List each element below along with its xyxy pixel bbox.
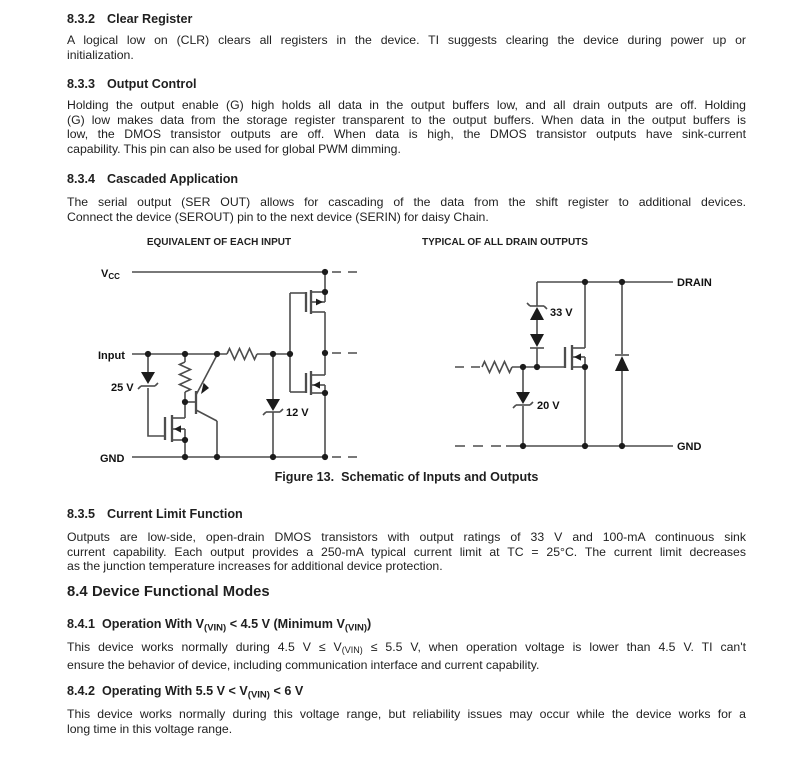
mosfet-pmos-top xyxy=(306,290,325,314)
zener-diode-33v xyxy=(527,303,547,320)
section-title: Device Functional Modes xyxy=(92,584,270,600)
text-line: current capability. Each output provides a 250-mA typical current limit at TC = 25°C. The current limit decreases xyxy=(67,544,746,559)
section-title: Operating With 5.5 V < V(VIN) < 6 V xyxy=(102,684,304,701)
paragraph-8-3-3 xyxy=(67,98,746,156)
label-gnd-right: GND xyxy=(677,441,702,453)
schematic-figure13 xyxy=(0,250,812,470)
text-line: Outputs are low-side, open-drain DMOS transistors with output ratings of 33 V and 100-mA continuous sink xyxy=(67,530,746,544)
section-number: 8.4 xyxy=(67,584,88,600)
section-heading-8-4-1 xyxy=(67,617,746,636)
text-line: ensure the behavior of device, including communication interface and current capability. xyxy=(67,657,540,672)
section-number: 8.3.5 xyxy=(67,507,96,521)
section-title: Clear Register xyxy=(107,12,193,26)
mosfet-nmos-bottom xyxy=(306,371,325,395)
text-line: initialization. xyxy=(67,47,134,62)
section-title: Operation With V(VIN) < 4.5 V (Minimum V(VIN)) xyxy=(102,617,372,634)
zener-diode-25v xyxy=(138,372,158,389)
section-title: Cascaded Application xyxy=(107,172,239,186)
paragraph-8-3-5 xyxy=(67,530,746,574)
text-line: capability. This pin can also be used for global PWM dimming. xyxy=(67,141,401,156)
text-line: as the junction temperature increases for additional device protection. xyxy=(67,559,443,573)
section-number: 8.4.1 xyxy=(67,617,96,631)
wires xyxy=(132,272,361,457)
mosfet-nmos-left xyxy=(165,415,185,442)
figure-right-header: TYPICAL OF ALL DRAIN OUTPUTS xyxy=(422,237,588,248)
label-25v: 25 V xyxy=(111,382,134,394)
paragraph-8-4-2 xyxy=(67,707,746,736)
bjt-pnp-symbol xyxy=(196,355,217,421)
section-number: 8.3.2 xyxy=(67,12,96,26)
section-number: 8.4.2 xyxy=(67,684,96,698)
input-equivalent-circuit xyxy=(98,268,361,465)
paragraph-8-3-2 xyxy=(67,33,746,62)
body-diode-symbol xyxy=(615,355,629,371)
resistor-vertical xyxy=(180,362,191,392)
section-number: 8.3.4 xyxy=(67,172,96,186)
resistor-gate-series xyxy=(482,362,512,373)
section-heading-8-3-2 xyxy=(67,12,746,26)
label-20v: 20 V xyxy=(537,400,560,412)
label-33v: 33 V xyxy=(550,307,573,319)
figure-left-header: EQUIVALENT OF EACH INPUT xyxy=(146,237,292,248)
section-heading-8-3-4 xyxy=(67,172,746,186)
section-number: 8.3.3 xyxy=(67,77,96,91)
section-heading-8-4-2 xyxy=(67,684,746,703)
section-title: Output Control xyxy=(107,77,197,91)
section-heading-8-4 xyxy=(67,584,746,600)
text-line: The serial output (SER OUT) allows for cascading of the data from the shift register to additional devices. xyxy=(67,195,746,209)
section-title: Current Limit Function xyxy=(107,507,243,521)
text-line: This device works normally during this voltage range, but reliability issues may occur while the device works for a xyxy=(67,707,746,721)
text-line: Holding the output enable (G) high holds all data in the output buffers low, and all drain outputs are off. Holding xyxy=(67,98,746,112)
text-line: (G) low makes data from the storage register transparent to the output buffers. When data in the output buffers is xyxy=(67,112,746,127)
resistor-input-series xyxy=(227,349,257,360)
text-line: This device works normally during 4.5 $V \le V_{(VIN)} \le 5.5$ V, when operation voltage is lower than 4.5 V. TI can't xyxy=(67,640,746,655)
section-heading-8-3-3 xyxy=(67,77,746,91)
label-vcc: VCC xyxy=(101,268,120,281)
section-heading-8-3-5 xyxy=(67,507,746,521)
zener-diode-20v xyxy=(513,392,533,408)
text-line: low, the DMOS transistor outputs are off. When data is high, the DMOS transistor outputs have sink-current xyxy=(67,127,746,141)
zener-diode-12v xyxy=(263,399,283,415)
paragraph-8-4-1 xyxy=(67,640,746,672)
text-line: Connect the device (SEROUT) pin to the next device (SERIN) for daisy Chain. xyxy=(67,209,489,224)
label-gnd-left: GND xyxy=(100,453,125,465)
label-input: Input xyxy=(98,350,125,362)
text-line: long time in this voltage range. xyxy=(67,721,233,736)
paragraph-8-3-4 xyxy=(67,195,746,224)
series-diode-symbol xyxy=(530,334,544,348)
figure-caption: Figure 13. Schematic of Inputs and Outputs xyxy=(274,470,539,484)
label-12v: 12 V xyxy=(286,407,309,419)
drain-output-circuit xyxy=(455,277,712,453)
text-line: A logical low on (CLR) clears all registers in the device. TI suggests clearing the device during power up or xyxy=(67,33,746,47)
label-drain: DRAIN xyxy=(677,277,712,289)
